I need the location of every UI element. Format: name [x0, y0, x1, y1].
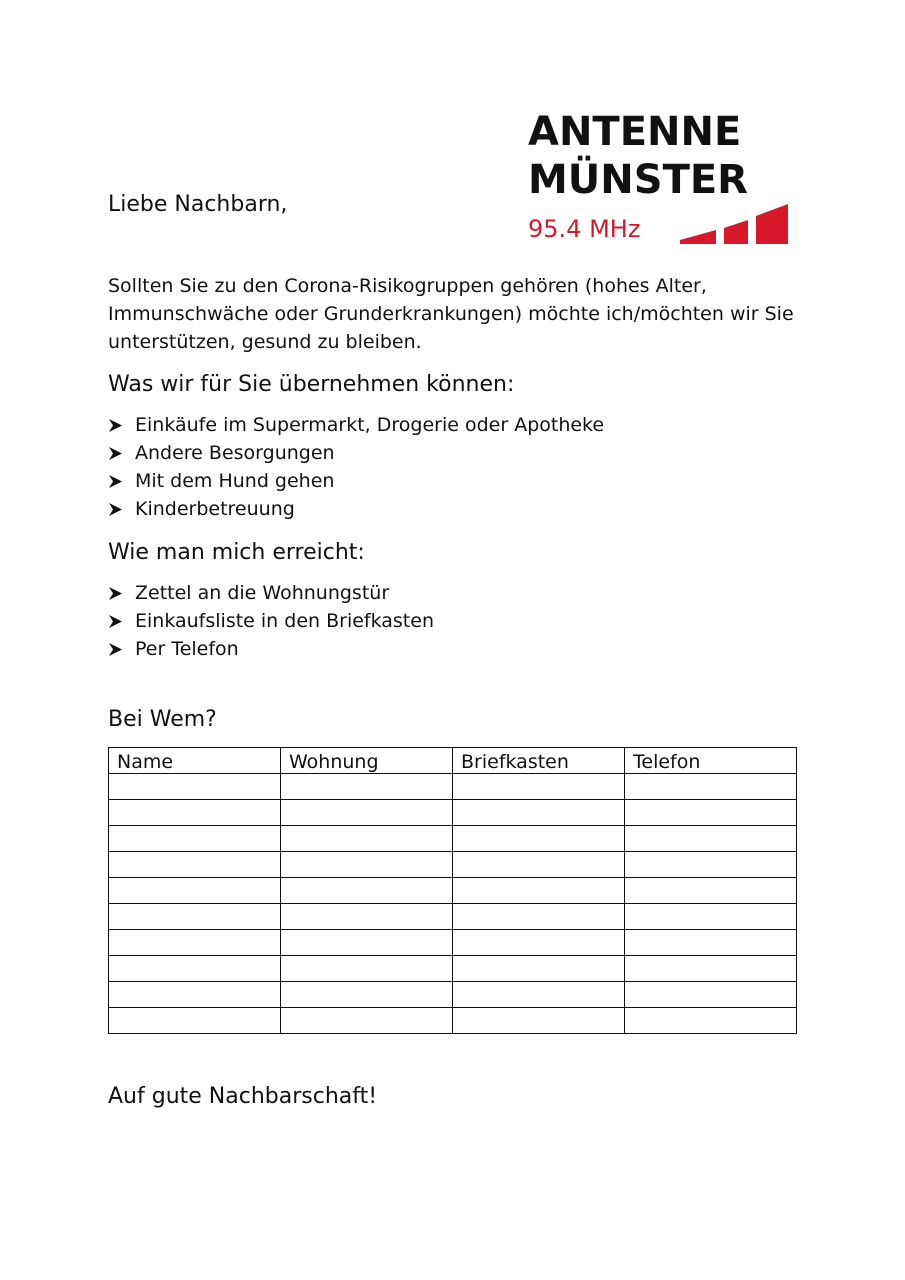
table-cell[interactable]	[281, 904, 453, 930]
table-cell[interactable]	[109, 878, 281, 904]
table-header-row	[109, 748, 797, 774]
list-item: Andere Besorgungen	[108, 439, 604, 467]
arrow-bullet-icon	[108, 411, 124, 439]
intro-paragraph: Sollten Sie zu den Corona-Risikogruppen gehören (hohes Alter, Immunschwäche oder Grunderkrankungen) möchte ich/möchten wir Sie unterstützen, gesund zu bleiben.	[108, 275, 794, 353]
table-row	[109, 956, 797, 982]
table-row	[109, 774, 797, 800]
logo-wordmark-line2: MÜNSTER	[528, 157, 748, 203]
table-row	[109, 930, 797, 956]
table-cell[interactable]	[109, 930, 281, 956]
contact-list	[108, 579, 434, 663]
table-body	[109, 774, 797, 1034]
table-cell[interactable]	[109, 852, 281, 878]
table-cell[interactable]	[281, 852, 453, 878]
list-item: Mit dem Hund gehen	[108, 467, 604, 495]
table-cell[interactable]	[625, 1008, 797, 1034]
table-row	[109, 800, 797, 826]
table-cell[interactable]	[453, 878, 625, 904]
arrow-bullet-icon	[108, 635, 124, 663]
services-list	[108, 411, 604, 523]
table-cell[interactable]	[109, 904, 281, 930]
table-heading: Bei Wem?	[108, 707, 217, 732]
table-cell[interactable]	[109, 1008, 281, 1034]
logo-wordmark-line1: ANTENNE	[528, 109, 742, 155]
table-cell[interactable]	[109, 826, 281, 852]
table-cell[interactable]	[109, 982, 281, 1008]
table-cell[interactable]	[625, 982, 797, 1008]
table-cell[interactable]	[453, 774, 625, 800]
table-row	[109, 852, 797, 878]
table-cell[interactable]	[109, 956, 281, 982]
table-row	[109, 1008, 797, 1034]
arrow-bullet-icon	[108, 439, 124, 467]
table-cell[interactable]	[453, 982, 625, 1008]
table-cell[interactable]	[453, 1008, 625, 1034]
table-cell[interactable]	[281, 800, 453, 826]
table-cell[interactable]	[625, 852, 797, 878]
antenne-muenster-logo	[528, 109, 790, 244]
table-cell[interactable]	[281, 878, 453, 904]
table-cell[interactable]	[625, 930, 797, 956]
table-row	[109, 904, 797, 930]
table-cell[interactable]	[625, 800, 797, 826]
table-cell[interactable]	[625, 878, 797, 904]
column-header-phone: Telefon	[625, 748, 797, 774]
contact-heading: Wie man mich erreicht:	[108, 540, 365, 565]
closing-line: Auf gute Nachbarschaft!	[108, 1084, 378, 1109]
list-item: Einkäufe im Supermarkt, Drogerie oder Apotheke	[108, 411, 604, 439]
services-heading: Was wir für Sie übernehmen können:	[108, 372, 515, 397]
table-cell[interactable]	[625, 774, 797, 800]
table-cell[interactable]	[281, 774, 453, 800]
table-cell[interactable]	[109, 774, 281, 800]
table-cell[interactable]	[281, 930, 453, 956]
table-cell[interactable]	[281, 956, 453, 982]
column-header-apartment: Wohnung	[281, 748, 453, 774]
table-cell[interactable]	[453, 904, 625, 930]
table-row	[109, 878, 797, 904]
table-cell[interactable]	[453, 826, 625, 852]
arrow-bullet-icon	[108, 607, 124, 635]
table-cell[interactable]	[625, 904, 797, 930]
arrow-bullet-icon	[108, 467, 124, 495]
table-cell[interactable]	[453, 956, 625, 982]
table-cell[interactable]	[109, 800, 281, 826]
arrow-bullet-icon	[108, 495, 124, 523]
neighbor-signup-table	[108, 747, 797, 1034]
column-header-mailbox: Briefkasten	[453, 748, 625, 774]
column-header-name: Name	[109, 748, 281, 774]
list-item: Per Telefon	[108, 635, 434, 663]
arrow-bullet-icon	[108, 579, 124, 607]
list-item: Einkaufsliste in den Briefkasten	[108, 607, 434, 635]
table-row	[109, 982, 797, 1008]
list-item: Zettel an die Wohnungstür	[108, 579, 434, 607]
table-cell[interactable]	[281, 826, 453, 852]
signal-bars-icon	[680, 200, 792, 244]
list-item: Kinderbetreuung	[108, 495, 604, 523]
table-cell[interactable]	[453, 930, 625, 956]
table-cell[interactable]	[625, 956, 797, 982]
greeting: Liebe Nachbarn,	[108, 192, 288, 217]
table-cell[interactable]	[281, 1008, 453, 1034]
table-cell[interactable]	[625, 826, 797, 852]
table-cell[interactable]	[453, 800, 625, 826]
table-row	[109, 826, 797, 852]
table-cell[interactable]	[453, 852, 625, 878]
table-cell[interactable]	[281, 982, 453, 1008]
logo-frequency: 95.4 MHz	[528, 215, 641, 243]
